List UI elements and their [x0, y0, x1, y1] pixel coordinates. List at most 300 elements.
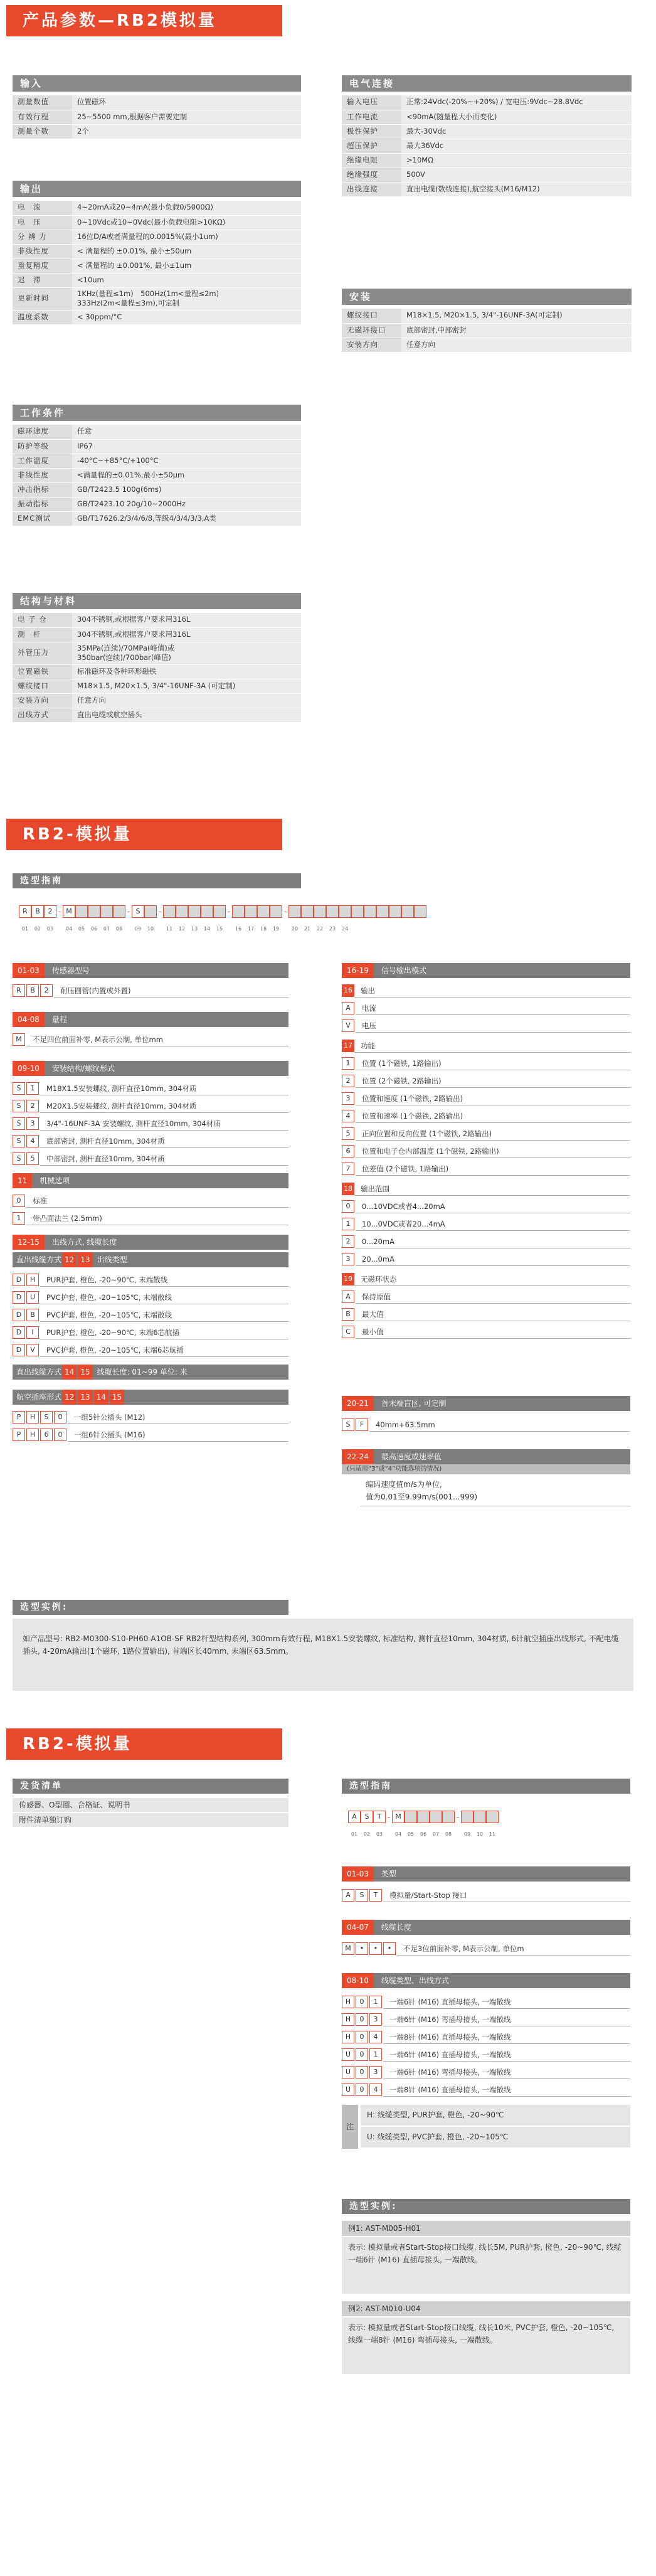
work-value: <满量程的±0.01%,最小±50μm [72, 468, 301, 482]
output-value: 16位D/A或者满量程的0.0015%(最小1um) [72, 230, 301, 244]
g0103-row-box: R [13, 984, 25, 997]
input-value: 位置磁环 [72, 95, 301, 110]
input-value: 2个 [72, 124, 301, 139]
struct-section [13, 593, 301, 723]
g1215-sub3-num: 14 [94, 1390, 108, 1405]
struct-row [13, 664, 301, 679]
s0810-note: H: 线缆类型, PUR护套, 橙色, -20~90℃ [361, 2105, 630, 2126]
input-row [13, 124, 301, 139]
s0407-bar [342, 1920, 630, 1935]
example2-e2-text: 表示: 模拟量或者Start-Stop接口线缆, 线长10米, PVC护套, 橙色, -20~105℃, 线缆一端8针 (M16) 弯插母接头, 一端散线。 [342, 2318, 630, 2374]
sel1-box [176, 905, 188, 918]
s0810-row-box: 1 [369, 1996, 382, 2008]
elec-row [342, 182, 632, 196]
output-value: <10um [72, 273, 301, 287]
output-row [13, 244, 301, 258]
struct-row [13, 613, 301, 627]
s0810-row-box: 4 [369, 2084, 382, 2096]
work-row [13, 482, 301, 497]
g1619-row-box: 1 [342, 1218, 354, 1230]
g0910-row [13, 1151, 288, 1166]
g2224-label: 最高速度或速率值 [381, 1452, 442, 1461]
elec-row [342, 168, 632, 182]
g1215-row-box: D [13, 1344, 25, 1356]
g1619-row [342, 1216, 630, 1232]
sel1-box: 2 [44, 905, 56, 918]
output-row [13, 310, 301, 324]
g0910-row-box: 4 [26, 1135, 39, 1147]
g1215-sub2-num: 14 [62, 1365, 77, 1380]
g2224-desc: 编码速度值m/s为单位, 值为0.01至9.99m/s(001...999) [361, 1476, 630, 1506]
g1619-bar [342, 963, 630, 978]
sel2-box [486, 1811, 499, 1823]
s0810-row-box: 3 [369, 2013, 382, 2026]
example1-text: 如产品型号: RB2-M0300-S10-PH60-A1OB-SF RB2杆型结构系列, 300mm有效行程, M18X1.5安装螺纹, 标准结构, 测杆直径10mm, 304材质, 6针航空插座出线形式, 不配电缆插头, 4-20mA输出(1个磁环, 1路位置输出), 首端区长40mm, 末端区63.5mm。 [13, 1619, 633, 1691]
g1619-row-desc: 20...0mA [356, 1252, 630, 1266]
sel1-num: 01 [21, 926, 29, 932]
g1619-row-desc: 10...0VDC或者20...4mA [356, 1217, 630, 1231]
g2021-num: 20-21 [342, 1396, 374, 1411]
work-row [13, 439, 301, 454]
g1215-sub3-num: 12 [62, 1390, 77, 1405]
g1619-row [342, 1144, 630, 1159]
output-key: 分 辨 力 [13, 230, 72, 244]
g1619-row-desc: 位置和速度 (1个磁铁, 2路输出) [356, 1092, 630, 1105]
sel1-box [376, 905, 389, 918]
ship-row: 附件清单独订购 [13, 1813, 288, 1827]
g1619-row-box: B [342, 1308, 354, 1321]
g0910-row-box: S [13, 1117, 25, 1130]
example2-header: 选型实例: [342, 2199, 630, 2214]
g0910-row-box: S [13, 1152, 25, 1165]
g0910-row-box: 1 [26, 1082, 39, 1095]
g0408-row-desc: 不足四位前面补零, M表示公制, 单位mm [26, 1033, 288, 1046]
sel2-num: 03 [376, 1831, 383, 1837]
s0407-row [342, 1941, 630, 1956]
input-section [13, 75, 301, 139]
g2021-row-desc: 40mm+63.5mm [369, 1418, 630, 1432]
sel2-box [405, 1811, 417, 1823]
sel1-num: 02 [34, 926, 41, 932]
g2021-row [342, 1417, 630, 1432]
sel1-num: 23 [329, 926, 336, 932]
work-row [13, 454, 301, 468]
g1619-row-box: V [342, 1019, 354, 1032]
g1619-row [342, 1307, 630, 1322]
sel1-box [201, 905, 213, 918]
g0103-row-box: 2 [40, 984, 53, 997]
sel1-box [326, 905, 339, 918]
output-key: 重复精度 [13, 258, 72, 273]
sel2-box [430, 1811, 442, 1823]
output-key: 电 流 [13, 201, 72, 215]
ship-row: 传感器、O型圈、合格证、说明书 [13, 1798, 288, 1812]
g1619-subhead-num: 19 [342, 1273, 354, 1285]
g1619-row-desc: 电压 [356, 1019, 630, 1033]
g0408-num: 04-08 [13, 1012, 45, 1027]
g1619-row-box: A [342, 1002, 354, 1014]
sel1-num: 24 [341, 926, 349, 932]
g1619-row-box: 6 [342, 1145, 354, 1158]
sel2-box [417, 1811, 430, 1823]
g2224-num: 22-24 [342, 1449, 374, 1464]
g0910-row-box: S [13, 1082, 25, 1095]
sel1-box [389, 905, 401, 918]
sel1-dash: - [283, 907, 287, 916]
g1215-sub1-label: 直出线缆方式 [16, 1255, 62, 1264]
s0810-note: U: 线缆类型, PVC护套, 橙色, -20~105℃ [361, 2127, 630, 2148]
g0910-row-box: 2 [26, 1100, 39, 1112]
elec-key: 工作电流 [342, 110, 401, 124]
install-row [342, 309, 632, 323]
g1619-row [342, 1091, 630, 1106]
output-row [13, 215, 301, 230]
work-value: -40°C~+85°C/+100°C [72, 454, 301, 468]
g1215-row [13, 1307, 288, 1323]
work-key: 振动指标 [13, 497, 72, 511]
g1619-row-box: C [342, 1326, 354, 1338]
sel2-num: 09 [463, 1831, 471, 1837]
g1619-row-desc: 位置和电子仓内部温度 (1个磁铁, 2路输出) [356, 1144, 630, 1158]
struct-value: M18×1.5, M20×1.5, 3/4"-16UNF-3A (可定制) [72, 679, 301, 693]
g1215-sub1-num: 13 [78, 1252, 92, 1267]
sel1-box: M [63, 905, 75, 918]
output-row [13, 201, 301, 215]
struct-key: 位置磁铁 [13, 664, 72, 679]
input-key: 测量数值 [13, 95, 72, 110]
struct-value: 直出电缆或航空插头 [72, 708, 301, 722]
struct-row [13, 708, 301, 722]
g11-row-desc: 带凸面法兰 (2.5mm) [26, 1211, 288, 1225]
sel2-box [473, 1811, 486, 1823]
sel1-box [314, 905, 326, 918]
sel2-num: 07 [432, 1831, 440, 1837]
g1215-row-desc: PVC护套, 橙色, -20~105℃, 末端散线 [40, 1291, 288, 1304]
sel1-box [351, 905, 364, 918]
output-row [13, 258, 301, 273]
work-value: 任意 [72, 425, 301, 439]
g0408-label: 量程 [51, 1015, 67, 1024]
sel1-box [270, 905, 282, 918]
g11-row-desc: 标准 [26, 1194, 288, 1208]
sel1-header: 选型指南 [13, 873, 301, 888]
input-row [13, 95, 301, 110]
g0910-bar [13, 1061, 288, 1076]
g11-row-box: 1 [13, 1212, 25, 1225]
g1215-sub1-num: 12 [62, 1252, 77, 1267]
elec-value: 最大-30Vdc [401, 124, 632, 139]
sel2-num: 04 [394, 1831, 402, 1837]
g0103-label: 传感器型号 [51, 966, 90, 975]
g2021-label: 首末端盲区, 可定制 [381, 1399, 447, 1408]
sel1-dash: - [58, 907, 61, 916]
g1619-row-box: 7 [342, 1163, 354, 1175]
g1619-row-box: 4 [342, 1110, 354, 1122]
g1619-row-box: 2 [342, 1075, 354, 1087]
struct-key: 测 杆 [13, 627, 72, 642]
output-table [13, 201, 301, 325]
g1215-num: 12-15 [13, 1235, 45, 1250]
work-value: IP67 [72, 439, 301, 454]
s0407-label: 线缆长度 [381, 1923, 411, 1932]
s0810-label: 线缆类型、出线方式 [381, 1976, 449, 1985]
g1619-row [342, 1289, 630, 1304]
g1215-label: 出线方式, 线缆长度 [51, 1238, 117, 1247]
g1619-row-desc: 0...20mA [356, 1235, 630, 1248]
g11-row [13, 1193, 288, 1208]
g0910-row-box: S [13, 1100, 25, 1112]
g1619-subhead-num: 18 [342, 1183, 354, 1195]
s0103-row [342, 1888, 630, 1903]
g1215-row-box: B [26, 1309, 39, 1321]
sel1-num: 17 [247, 926, 255, 932]
sel1-nums [19, 921, 583, 933]
sel2-num: 08 [445, 1831, 452, 1837]
work-header: 工作条件 [13, 405, 301, 421]
struct-row [13, 642, 301, 664]
g1215-row [13, 1290, 288, 1305]
work-section [13, 405, 301, 526]
g1215-conn-row-box: P [13, 1411, 25, 1424]
sel2-box: T [373, 1811, 386, 1823]
sel1-box [301, 905, 314, 918]
work-value: GB/T17626.2/3/4/6/8,等级4/3/4/3/3,A类 [72, 511, 301, 526]
sel1-num: 04 [65, 926, 73, 932]
work-key: 冲击指标 [13, 482, 72, 497]
g1215-conn-row-box: S [40, 1411, 53, 1424]
sel2-box: M [392, 1811, 405, 1823]
input-table [13, 95, 301, 139]
g1215-conn-row-box: 0 [54, 1411, 66, 1424]
g1215-row-box: I [26, 1326, 39, 1339]
sel1-box [257, 905, 270, 918]
struct-row [13, 627, 301, 642]
g1619-subhead [342, 1038, 630, 1053]
s0810-row-box: H [342, 2013, 354, 2026]
g0910-row-box: 3 [26, 1117, 39, 1130]
g1215-bar [13, 1235, 288, 1250]
struct-value: 任意方向 [72, 693, 301, 708]
struct-row [13, 693, 301, 708]
sel1-box [213, 905, 226, 918]
sel1-num: 22 [316, 926, 324, 932]
g1215-row [13, 1325, 288, 1340]
s0810-row-desc: 一端8针 (M16) 直插母接头, 一端散线 [383, 2030, 630, 2044]
g1619-row-box: 3 [342, 1092, 354, 1105]
sel2-box: A [348, 1811, 361, 1823]
sel2-box [442, 1811, 455, 1823]
sel1-box [113, 905, 125, 918]
g1619-row-desc: 位差值 (2个磁铁, 1路输出) [356, 1162, 630, 1176]
sel2-num: 10 [476, 1831, 484, 1837]
elec-key: 极性保护 [342, 124, 401, 139]
sel1-num: 15 [216, 926, 223, 932]
g1619-subhead-num: 16 [342, 984, 354, 997]
g1619-row [342, 1234, 630, 1249]
sel2-num: 01 [351, 1831, 358, 1837]
output-key: 迟 滞 [13, 273, 72, 287]
g1619-row-box: 3 [342, 1253, 354, 1265]
sel1-box: S [132, 905, 144, 918]
struct-value: 35MPa(连续)/70MPa(峰值)或 350bar(连续)/700bar(峰值) [72, 642, 301, 664]
s0810-row-box: 0 [356, 2031, 368, 2043]
g1619-row [342, 1161, 630, 1176]
output-section [13, 181, 301, 325]
s0407-num: 04-07 [342, 1920, 374, 1935]
g2224-bar [342, 1449, 630, 1464]
example2-e1-text: 表示: 模拟量或者Start-Stop接口线缆, 线长5M, PUR护套, 橙色, -20~90℃, 线缆一端6针 (M16) 直插母接头, 一端散线。 [342, 2237, 630, 2294]
sel1-num: 14 [203, 926, 211, 932]
g1619-subhead [342, 983, 630, 998]
struct-key: 出线方式 [13, 708, 72, 722]
input-row [13, 110, 301, 124]
g1215-conn-row-box: H [26, 1429, 39, 1441]
g1215-row-box: D [13, 1274, 25, 1286]
sel2-header: 选型指南 [342, 1779, 630, 1794]
struct-value: 304不锈钢,或根据客户要求用316L [72, 613, 301, 627]
elec-key: 绝缘电阻 [342, 153, 401, 168]
g11-bar [13, 1173, 288, 1188]
sel1-num: 20 [291, 926, 299, 932]
s0810-row [342, 2082, 630, 2097]
g1619-row [342, 1073, 630, 1088]
elec-section [342, 75, 632, 197]
elec-value: 直出电缆(数线连接),航空接头(M16/M12) [401, 182, 632, 196]
g11-row [13, 1211, 288, 1226]
elec-table [342, 95, 632, 197]
install-section [342, 289, 632, 353]
sel1-box [339, 905, 351, 918]
struct-header: 结构与材料 [13, 593, 301, 609]
g1619-subhead-label: 输出 [354, 984, 630, 998]
g0103-row [13, 983, 288, 998]
sel2-boxes [348, 1810, 637, 1823]
install-row [342, 338, 632, 352]
sel1-num: 12 [178, 926, 186, 932]
g11-label: 机械选项 [40, 1176, 70, 1185]
sel2-dash: - [456, 1812, 460, 1821]
g2224-note: (只适用“3”或“4”功能选项的情况) [342, 1464, 630, 1474]
sel2-box [461, 1811, 473, 1823]
s0810-row-box: H [342, 2031, 354, 2043]
g1215-row-box: D [13, 1326, 25, 1339]
work-row [13, 468, 301, 482]
sel2-nums [348, 1826, 637, 1838]
struct-key: 电 子 仓 [13, 613, 72, 627]
elec-header: 电气连接 [342, 75, 632, 92]
sel1-box: B [31, 905, 44, 918]
g1619-row-box: 2 [342, 1235, 354, 1248]
g1619-label: 信号输出模式 [381, 966, 426, 975]
sel1-num: 08 [115, 926, 123, 932]
sel1-num: 11 [166, 926, 173, 932]
s0810-row [342, 1994, 630, 2009]
g0910-num: 09-10 [13, 1061, 45, 1076]
g1619-row-desc: 电流 [356, 1001, 630, 1015]
g0910-row-box: 5 [26, 1152, 39, 1165]
elec-value: >10MΩ [401, 153, 632, 168]
sel1-num: 16 [235, 926, 242, 932]
g1215-row-box: H [26, 1274, 39, 1286]
elec-key: 超压保护 [342, 139, 401, 153]
output-value: < 满量程的 ±0.001%, 最小±1um [72, 258, 301, 273]
input-value: 25~5500 mm,根据客户需要定制 [72, 110, 301, 124]
elec-row [342, 95, 632, 110]
sel1-box [232, 905, 245, 918]
g0408-bar [13, 1012, 288, 1027]
work-row [13, 497, 301, 511]
g1215-sub2-desc: 线缆长度: 01~99 单位: 米 [97, 1368, 188, 1376]
sel1-box [288, 905, 301, 918]
g1619-row [342, 1109, 630, 1124]
install-header: 安装 [342, 289, 632, 305]
g0910-row-desc: M20X1.5安装螺纹, 测杆直径10mm, 304材质 [40, 1099, 288, 1113]
output-header: 输出 [13, 181, 301, 197]
sel1-box [414, 905, 426, 918]
s0810-row-desc: 一端6针 (M16) 弯插母接头, 一端散线 [383, 2013, 630, 2026]
sel1-box [163, 905, 176, 918]
s0810-row-desc: 一端6针 (M16) 直插母接头, 一端散线 [383, 2048, 630, 2062]
struct-table [13, 613, 301, 723]
g1215-sub2 [13, 1365, 288, 1380]
output-row [13, 230, 301, 244]
g1619-row-desc: 正向位置和反向位置 (1个磁铁, 2路输出) [356, 1127, 630, 1141]
output-row [13, 287, 301, 310]
example2-e2-title: 例2: AST-M010-U04 [342, 2301, 630, 2316]
s0407-row-box: • [356, 1942, 368, 1955]
example1-header: 选型实例: [13, 1600, 288, 1615]
g11-num: 11 [13, 1173, 32, 1188]
g1215-conn-row-desc: 一组6针公插头 (M16) [68, 1428, 288, 1442]
g1215-sub3 [13, 1390, 288, 1405]
g0910-row [13, 1099, 288, 1114]
g0910-row-desc: 3/4"-16UNF-3A 安装螺纹, 测杆直径10mm, 304材质 [40, 1117, 288, 1131]
output-key: 电 压 [13, 215, 72, 230]
install-row [342, 323, 632, 338]
g1215-conn-row [13, 1410, 288, 1425]
g0910-row [13, 1116, 288, 1131]
s0810-row [342, 2030, 630, 2045]
s0810-row [342, 2047, 630, 2062]
output-value: < 满量程的 ±0.01%, 最小±50um [72, 244, 301, 258]
install-key: 螺纹接口 [342, 309, 401, 323]
elec-row [342, 153, 632, 168]
sel2-dash: - [387, 1812, 391, 1821]
work-key: EMC测试 [13, 511, 72, 526]
g0910-row [13, 1081, 288, 1096]
s0810-row-box: 0 [356, 2048, 368, 2061]
elec-value: <90mA(随量程大小而变化) [401, 110, 632, 124]
s0103-bar [342, 1866, 630, 1881]
s0810-row-box: 1 [369, 2048, 382, 2061]
s0810-row-desc: 一端8针 (M16) 直插母接头, 一端散线 [383, 2083, 630, 2097]
output-value: < 30ppm/°C [72, 310, 301, 324]
s0810-row-box: 0 [356, 2013, 368, 2026]
g1619-num: 16-19 [342, 963, 374, 978]
s0407-row-desc: 不足3位前面补零, M表示公制, 单位m [397, 1942, 630, 1956]
g1619-row-desc: 位置 (2个磁铁, 2路输出) [356, 1074, 630, 1088]
sel1-box: R [19, 905, 31, 918]
s0103-row-box: T [369, 1889, 382, 1902]
g1619-row [342, 1001, 630, 1016]
g1619-row-desc: 最小值 [356, 1325, 630, 1339]
g1215-conn-row-box: 6 [40, 1429, 53, 1441]
work-key: 磁环速度 [13, 425, 72, 439]
sel1-num: 19 [272, 926, 280, 932]
g0103-num: 01-03 [13, 963, 45, 978]
sel2-num: 11 [489, 1831, 496, 1837]
work-table [13, 425, 301, 526]
